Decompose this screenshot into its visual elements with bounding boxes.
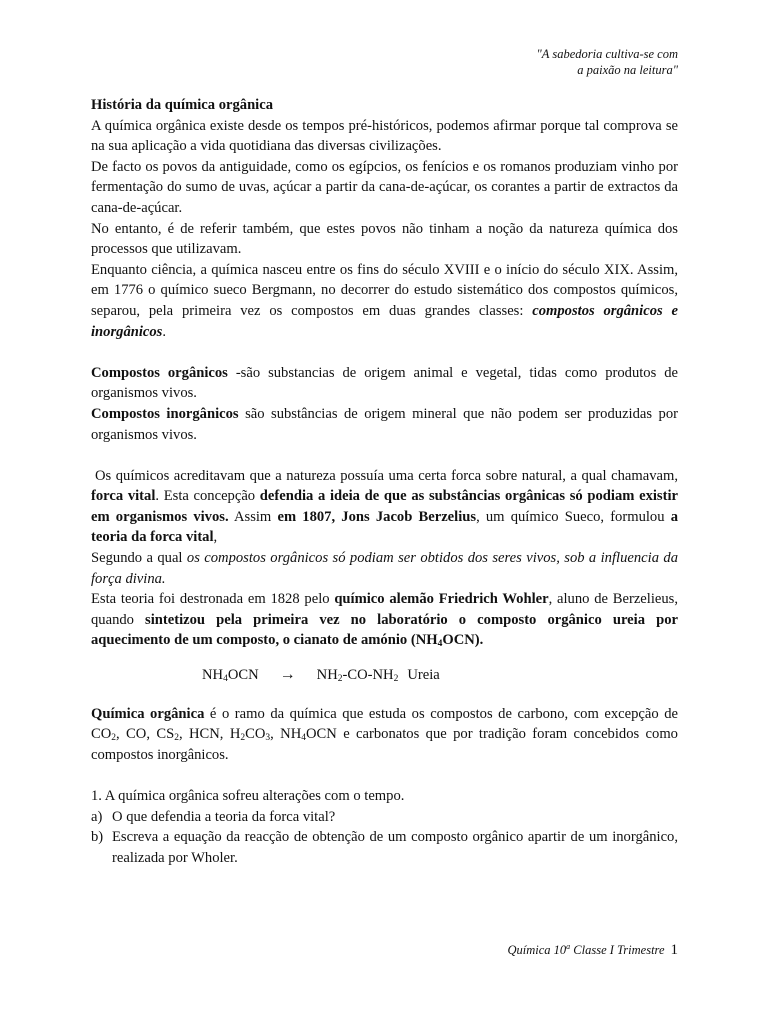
exercise-item-a xyxy=(91,807,678,828)
vital-force-paragraph: Os químicos acreditavam que a natureza possuía uma certa forca sobre natural, a qual chamavam, forca vital. Esta concepção defendia a ideia de que as substâncias orgânicas só podiam existir em organismos vivos. Assim em 1807, Jons Jacob Berzelius, um químico Sueco, formulou a teoria da forca vital, xyxy=(91,467,678,546)
paragraph-gap xyxy=(91,765,678,786)
exercise-item-b-label: b) xyxy=(91,829,104,846)
organic-chemistry-definition: Química orgânica é o ramo da química que estuda os compostos de carbono, com excepção de $CO_2$, CO, $CS_2$, HCN, $H_2CO_3$, $NH_4OCN$ e carbonatos que por tradição foram concebidos como compostos inorgânicos. xyxy=(91,705,678,763)
exercise-list xyxy=(91,786,678,868)
equation-product: $NH_2-CO-NH_2$ xyxy=(316,667,399,685)
equation-reactant: $NH_4OCN$ xyxy=(202,667,259,685)
wohler-paragraph: Esta teoria foi destronada em 1828 pelo químico alemão Friedrich Wohler, aluno de Berzelieus, quando sintetizou pela primeira vez no laboratório o composto orgânico ureia por aquecimento de um composto, o cianato de amónio $(NH_4OCN)$. xyxy=(91,591,678,650)
urea-synthesis-equation xyxy=(91,665,678,686)
organic-compounds-definition: Compostos orgânicos -são substancias de origem animal e vegetal, tidas como produtos de organismos vivos. xyxy=(91,364,679,402)
exercise-item-b-text: Escreva a equação da reacção de obtenção de um composto orgânico apartir de um inorgânico, realizada por Wholer. xyxy=(112,829,678,866)
intro-paragraph-2: De facto os povos da antiguidade, como os egípcios, os fenícios e os romanos produziam vinho por fermentação do sumo de uvas, açúcar a partir da cana-de-açúcar, os corantes a partir de extractos da cana-de-açúcar. xyxy=(91,158,678,216)
inorganic-compounds-definition: Compostos inorgânicos são substâncias de origem mineral que não podem ser produzidas por organismos vivos. xyxy=(91,405,679,443)
paragraph-gap xyxy=(91,445,678,466)
exercise-item-a-text: O que defendia a teoria da forca vital? xyxy=(112,808,336,825)
vital-force-theory-paragraph: Segundo a qual os compostos orgânicos só podiam ser obtidos dos seres vivos, sob a influencia da força divina. xyxy=(91,550,678,587)
reaction-arrow-icon: → xyxy=(279,666,296,684)
footer-course: Química 10$^a$ Classe I Trimestre xyxy=(507,942,665,957)
intro-paragraph-4: Enquanto ciência, a química nasceu entre os fins do século XVIII e o início do século XIX. Assim, em 1776 o químico sueco Bergmann, no decorrer do estudo sistemático dos compostos químicos, separou, pela primeira vez os compostos em duas grandes classes: compostos orgânicos e inorgânicos. xyxy=(91,261,678,340)
exercise-item-b xyxy=(91,827,678,868)
section-title: História da química orgânica xyxy=(91,97,274,113)
exercise-item-a-label: a) xyxy=(91,808,103,825)
page-footer xyxy=(507,940,678,960)
header-quote-line-1: "A sabedoria cultiva-se com xyxy=(536,47,678,61)
exercise-question-1: 1. A química orgânica sofreu alterações com o tempo. xyxy=(91,788,405,804)
intro-paragraph-1: A química orgânica existe desde os tempos pré-históricos, podemos afirmar porque tal comprova se na sua aplicação a vida quotidiana das diversas civilizações. xyxy=(91,117,678,155)
header-quote xyxy=(537,46,678,78)
document-body xyxy=(91,95,678,868)
paragraph-gap xyxy=(91,342,678,363)
intro-paragraph-3: No entanto, é de referir também, que estes povos não tinham a noção da natureza química dos processos que utilizavam. xyxy=(91,220,678,258)
equation-product-name: Ureia xyxy=(407,667,440,684)
page-number: 1 xyxy=(670,942,678,958)
header-quote-line-2: a paixão na leitura" xyxy=(577,63,678,77)
